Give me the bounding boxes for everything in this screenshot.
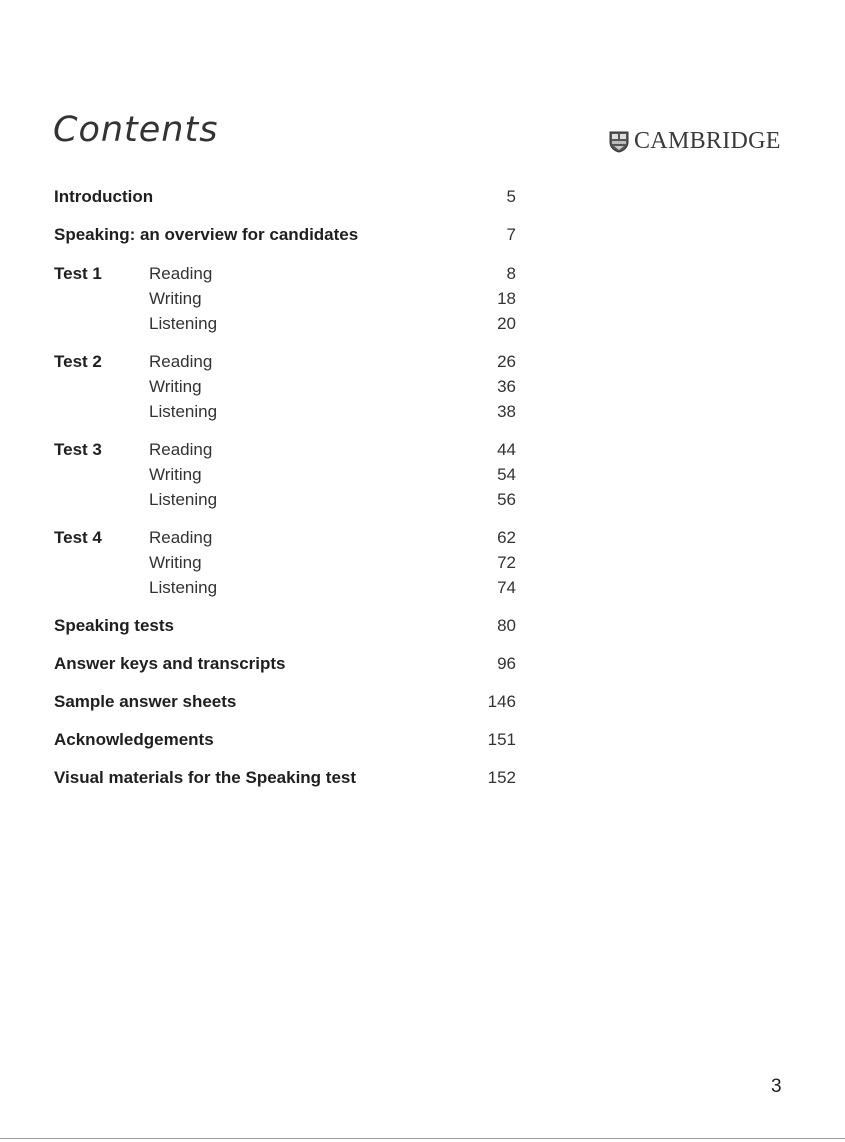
toc-entry-acknowledgements[interactable] xyxy=(54,729,516,751)
test-label: Test 4 xyxy=(54,528,102,547)
toc-page-number: 80 xyxy=(497,616,516,635)
toc-page-number: 56 xyxy=(497,490,516,509)
brand-name: CAMBRIDGE xyxy=(634,128,781,154)
toc-entry-test1-reading[interactable] xyxy=(54,263,516,285)
toc-entry-speaking-tests[interactable] xyxy=(54,615,516,637)
toc-page-number: 74 xyxy=(497,578,516,597)
toc-page-number: 38 xyxy=(497,402,516,421)
toc-section-label: Listening xyxy=(149,402,218,421)
toc-page-number: 26 xyxy=(497,352,516,371)
cambridge-logo xyxy=(609,128,781,155)
toc-page-number: 152 xyxy=(487,768,516,787)
toc-entry-label: Speaking tests xyxy=(54,616,174,635)
toc-page-number: 5 xyxy=(506,187,516,206)
toc-section-label: Writing xyxy=(149,377,202,396)
toc-section-label: Reading xyxy=(149,528,213,547)
toc-section-label: Listening xyxy=(149,314,218,333)
toc-entry-label: Introduction xyxy=(54,187,154,206)
toc-section-label: Writing xyxy=(149,553,202,572)
toc-entry-sample-answer-sheets[interactable] xyxy=(54,691,516,713)
toc-page-number: 62 xyxy=(497,528,516,547)
toc-entry-test3-listening[interactable] xyxy=(54,489,516,511)
toc-entry-label: Visual materials for the Speaking test xyxy=(54,768,357,787)
cambridge-shield-icon xyxy=(609,131,629,153)
toc-entry-visual-materials[interactable] xyxy=(54,767,516,789)
toc-entry-test3-reading[interactable] xyxy=(54,439,516,461)
toc-entry-test4-reading[interactable] xyxy=(54,527,516,549)
toc-page-number: 36 xyxy=(497,377,516,396)
toc-page-number: 72 xyxy=(497,553,516,572)
toc-entry-label: Speaking: an overview for candidates xyxy=(54,225,359,244)
toc-entry-test2-listening[interactable] xyxy=(54,401,516,423)
toc-entry-test1-writing[interactable] xyxy=(54,288,516,310)
toc-section-label: Listening xyxy=(149,578,218,597)
toc-page-number: 18 xyxy=(497,289,516,308)
toc-page-number: 151 xyxy=(487,730,516,749)
toc-entry-test2-reading[interactable] xyxy=(54,351,516,373)
toc-entry-test3-writing[interactable] xyxy=(54,464,516,486)
toc-page-number: 96 xyxy=(497,654,516,673)
toc-entry-introduction[interactable] xyxy=(54,186,516,208)
toc-section-label: Reading xyxy=(149,264,213,283)
toc-section-label: Writing xyxy=(149,289,202,308)
toc-entry-test1-listening[interactable] xyxy=(54,313,516,335)
toc-section-label: Writing xyxy=(149,465,202,484)
page-bottom-divider xyxy=(0,1138,845,1139)
toc-page-number: 44 xyxy=(497,440,516,459)
page-title: Contents xyxy=(53,110,219,150)
toc-page-number: 54 xyxy=(497,465,516,484)
toc-section-label: Reading xyxy=(149,440,213,459)
toc-page-number: 7 xyxy=(506,225,516,244)
test-label: Test 1 xyxy=(54,264,102,283)
toc-entry-answer-keys[interactable] xyxy=(54,653,516,675)
test-label: Test 3 xyxy=(54,440,102,459)
toc-entry-label: Answer keys and transcripts xyxy=(54,654,286,673)
toc-entry-test4-writing[interactable] xyxy=(54,552,516,574)
toc-entry-speaking-overview[interactable] xyxy=(54,224,516,246)
page-number: 3 xyxy=(771,1076,782,1097)
toc-entry-label: Acknowledgements xyxy=(54,730,214,749)
toc-entry-label: Sample answer sheets xyxy=(54,692,237,711)
toc-page-number: 20 xyxy=(497,314,516,333)
test-label: Test 2 xyxy=(54,352,102,371)
toc-entry-test4-listening[interactable] xyxy=(54,577,516,599)
toc-page-number: 8 xyxy=(506,264,516,283)
toc-page-number: 146 xyxy=(487,692,516,711)
toc-section-label: Listening xyxy=(149,490,218,509)
toc-section-label: Reading xyxy=(149,352,213,371)
toc-entry-test2-writing[interactable] xyxy=(54,376,516,398)
